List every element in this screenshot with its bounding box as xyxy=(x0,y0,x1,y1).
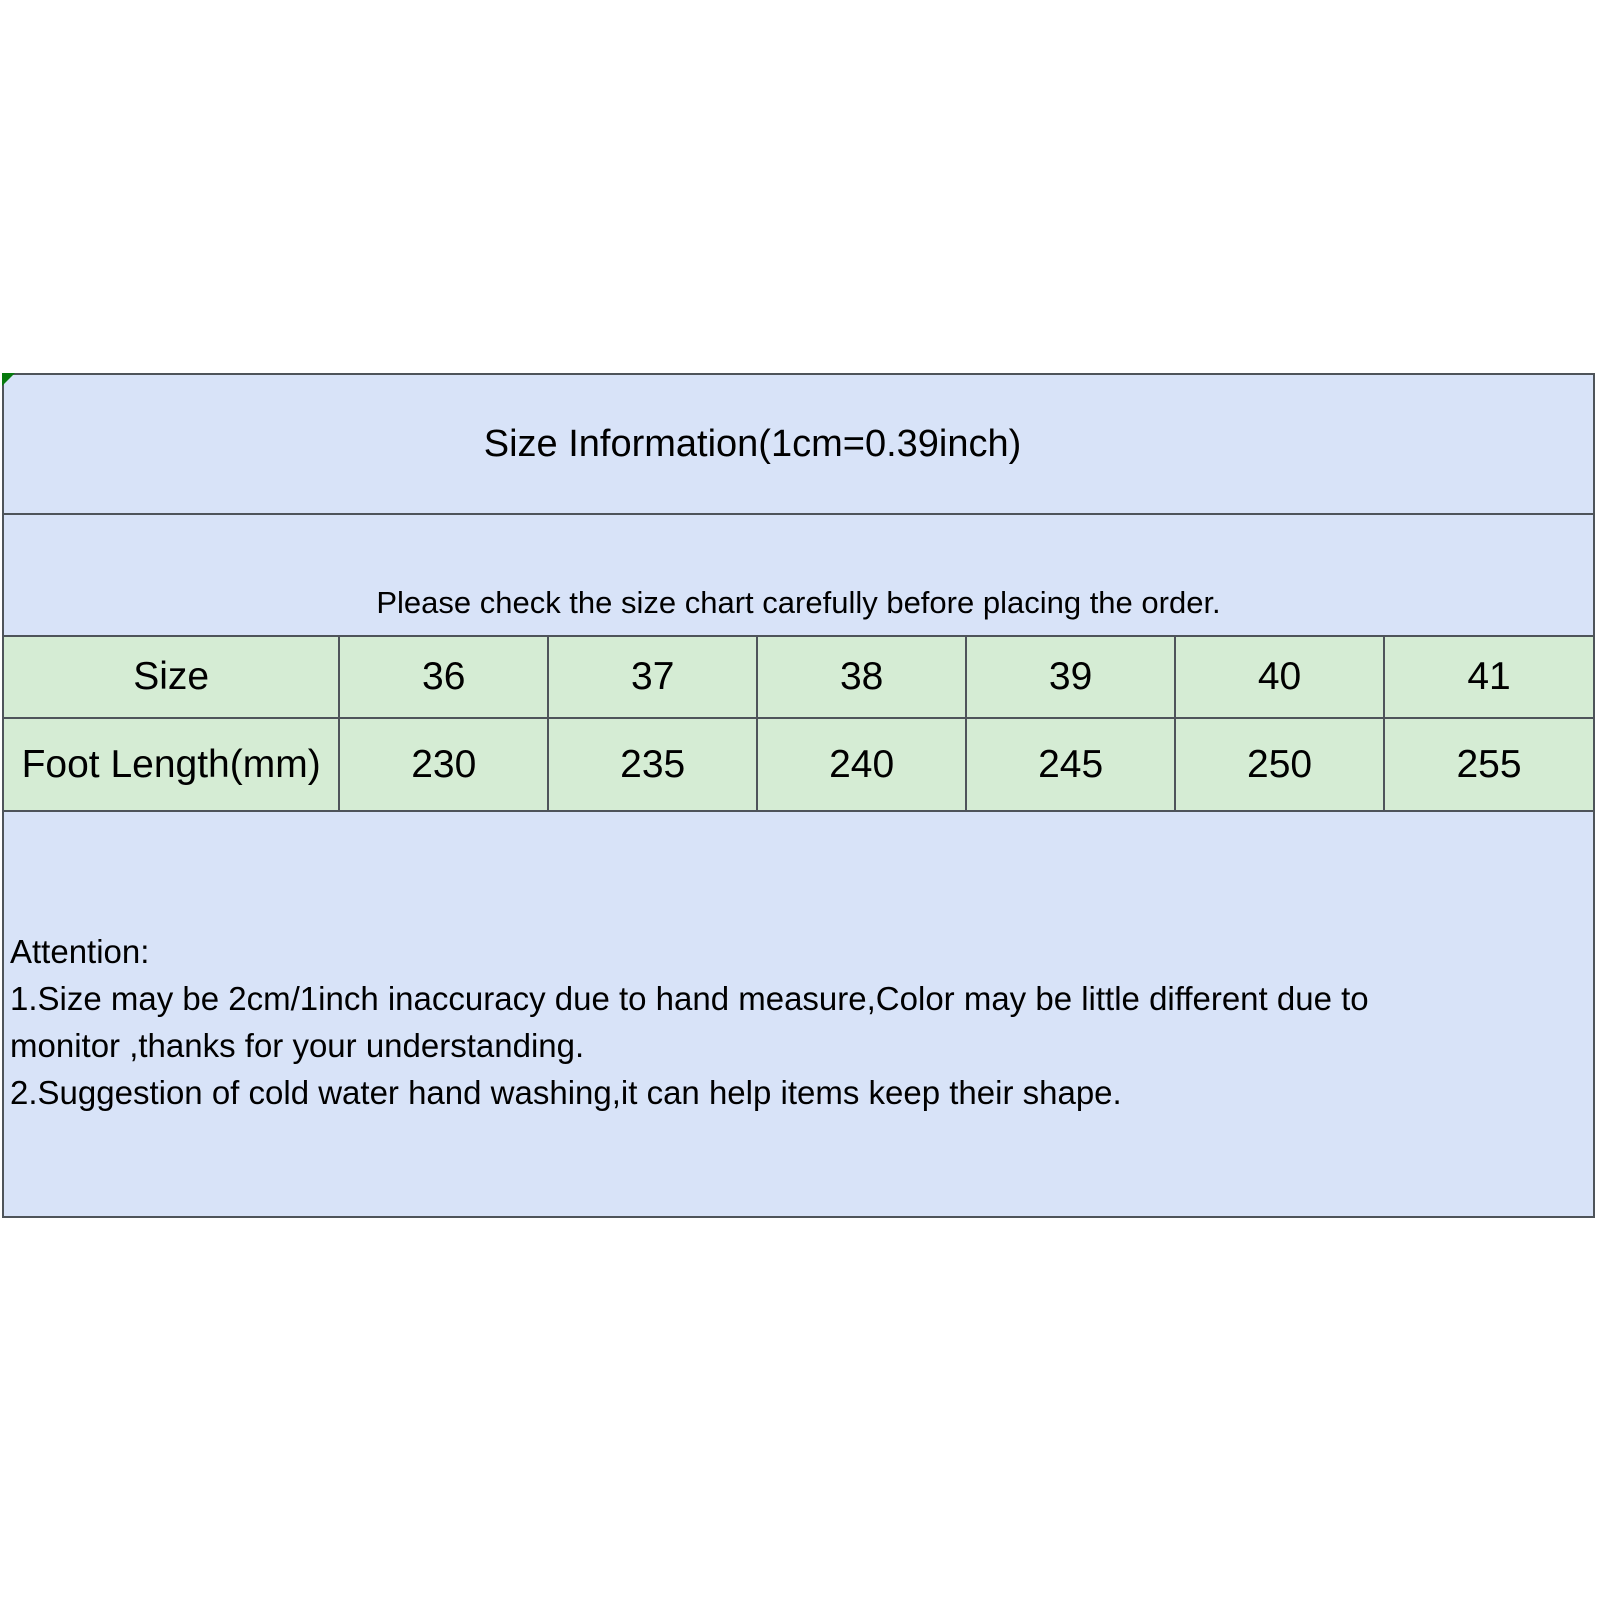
size-value-cell: 40 xyxy=(1175,636,1384,718)
size-chart-notice-row xyxy=(4,515,1593,635)
attention-line-3: 2.Suggestion of cold water hand washing,it can help items keep their shape. xyxy=(10,1074,1122,1111)
size-value-cell: 36 xyxy=(339,636,548,718)
attention-section xyxy=(4,812,1593,1216)
attention-line-1: 1.Size may be 2cm/1inch inaccuracy due to hand measure,Color may be little different due to xyxy=(10,980,1369,1017)
size-table xyxy=(4,635,1593,812)
foot-length-value-cell: 245 xyxy=(966,718,1175,811)
size-value-cell: 39 xyxy=(966,636,1175,718)
table-row-foot-length xyxy=(4,718,1593,811)
foot-length-value-cell: 240 xyxy=(757,718,966,811)
row-header-size: Size xyxy=(4,636,339,718)
foot-length-value-cell: 230 xyxy=(339,718,548,811)
foot-length-value-cell: 235 xyxy=(548,718,757,811)
row-header-foot-length: Foot Length(mm) xyxy=(4,718,339,811)
size-chart-notice: Please check the size chart carefully before placing the order. xyxy=(376,585,1221,620)
attention-heading: Attention: xyxy=(10,933,150,970)
foot-length-value-cell: 250 xyxy=(1175,718,1384,811)
size-chart-panel xyxy=(2,373,1595,1218)
size-value-cell: 37 xyxy=(548,636,757,718)
size-value-cell: 41 xyxy=(1384,636,1593,718)
corner-triangle-icon xyxy=(2,373,15,386)
size-chart-title-row xyxy=(4,375,1593,515)
size-chart-title: Size Information(1cm=0.39inch) xyxy=(483,422,1022,465)
size-value-cell: 38 xyxy=(757,636,966,718)
foot-length-value-cell: 255 xyxy=(1384,718,1593,811)
table-row-size xyxy=(4,636,1593,718)
attention-line-2: monitor ,thanks for your understanding. xyxy=(10,1027,585,1064)
